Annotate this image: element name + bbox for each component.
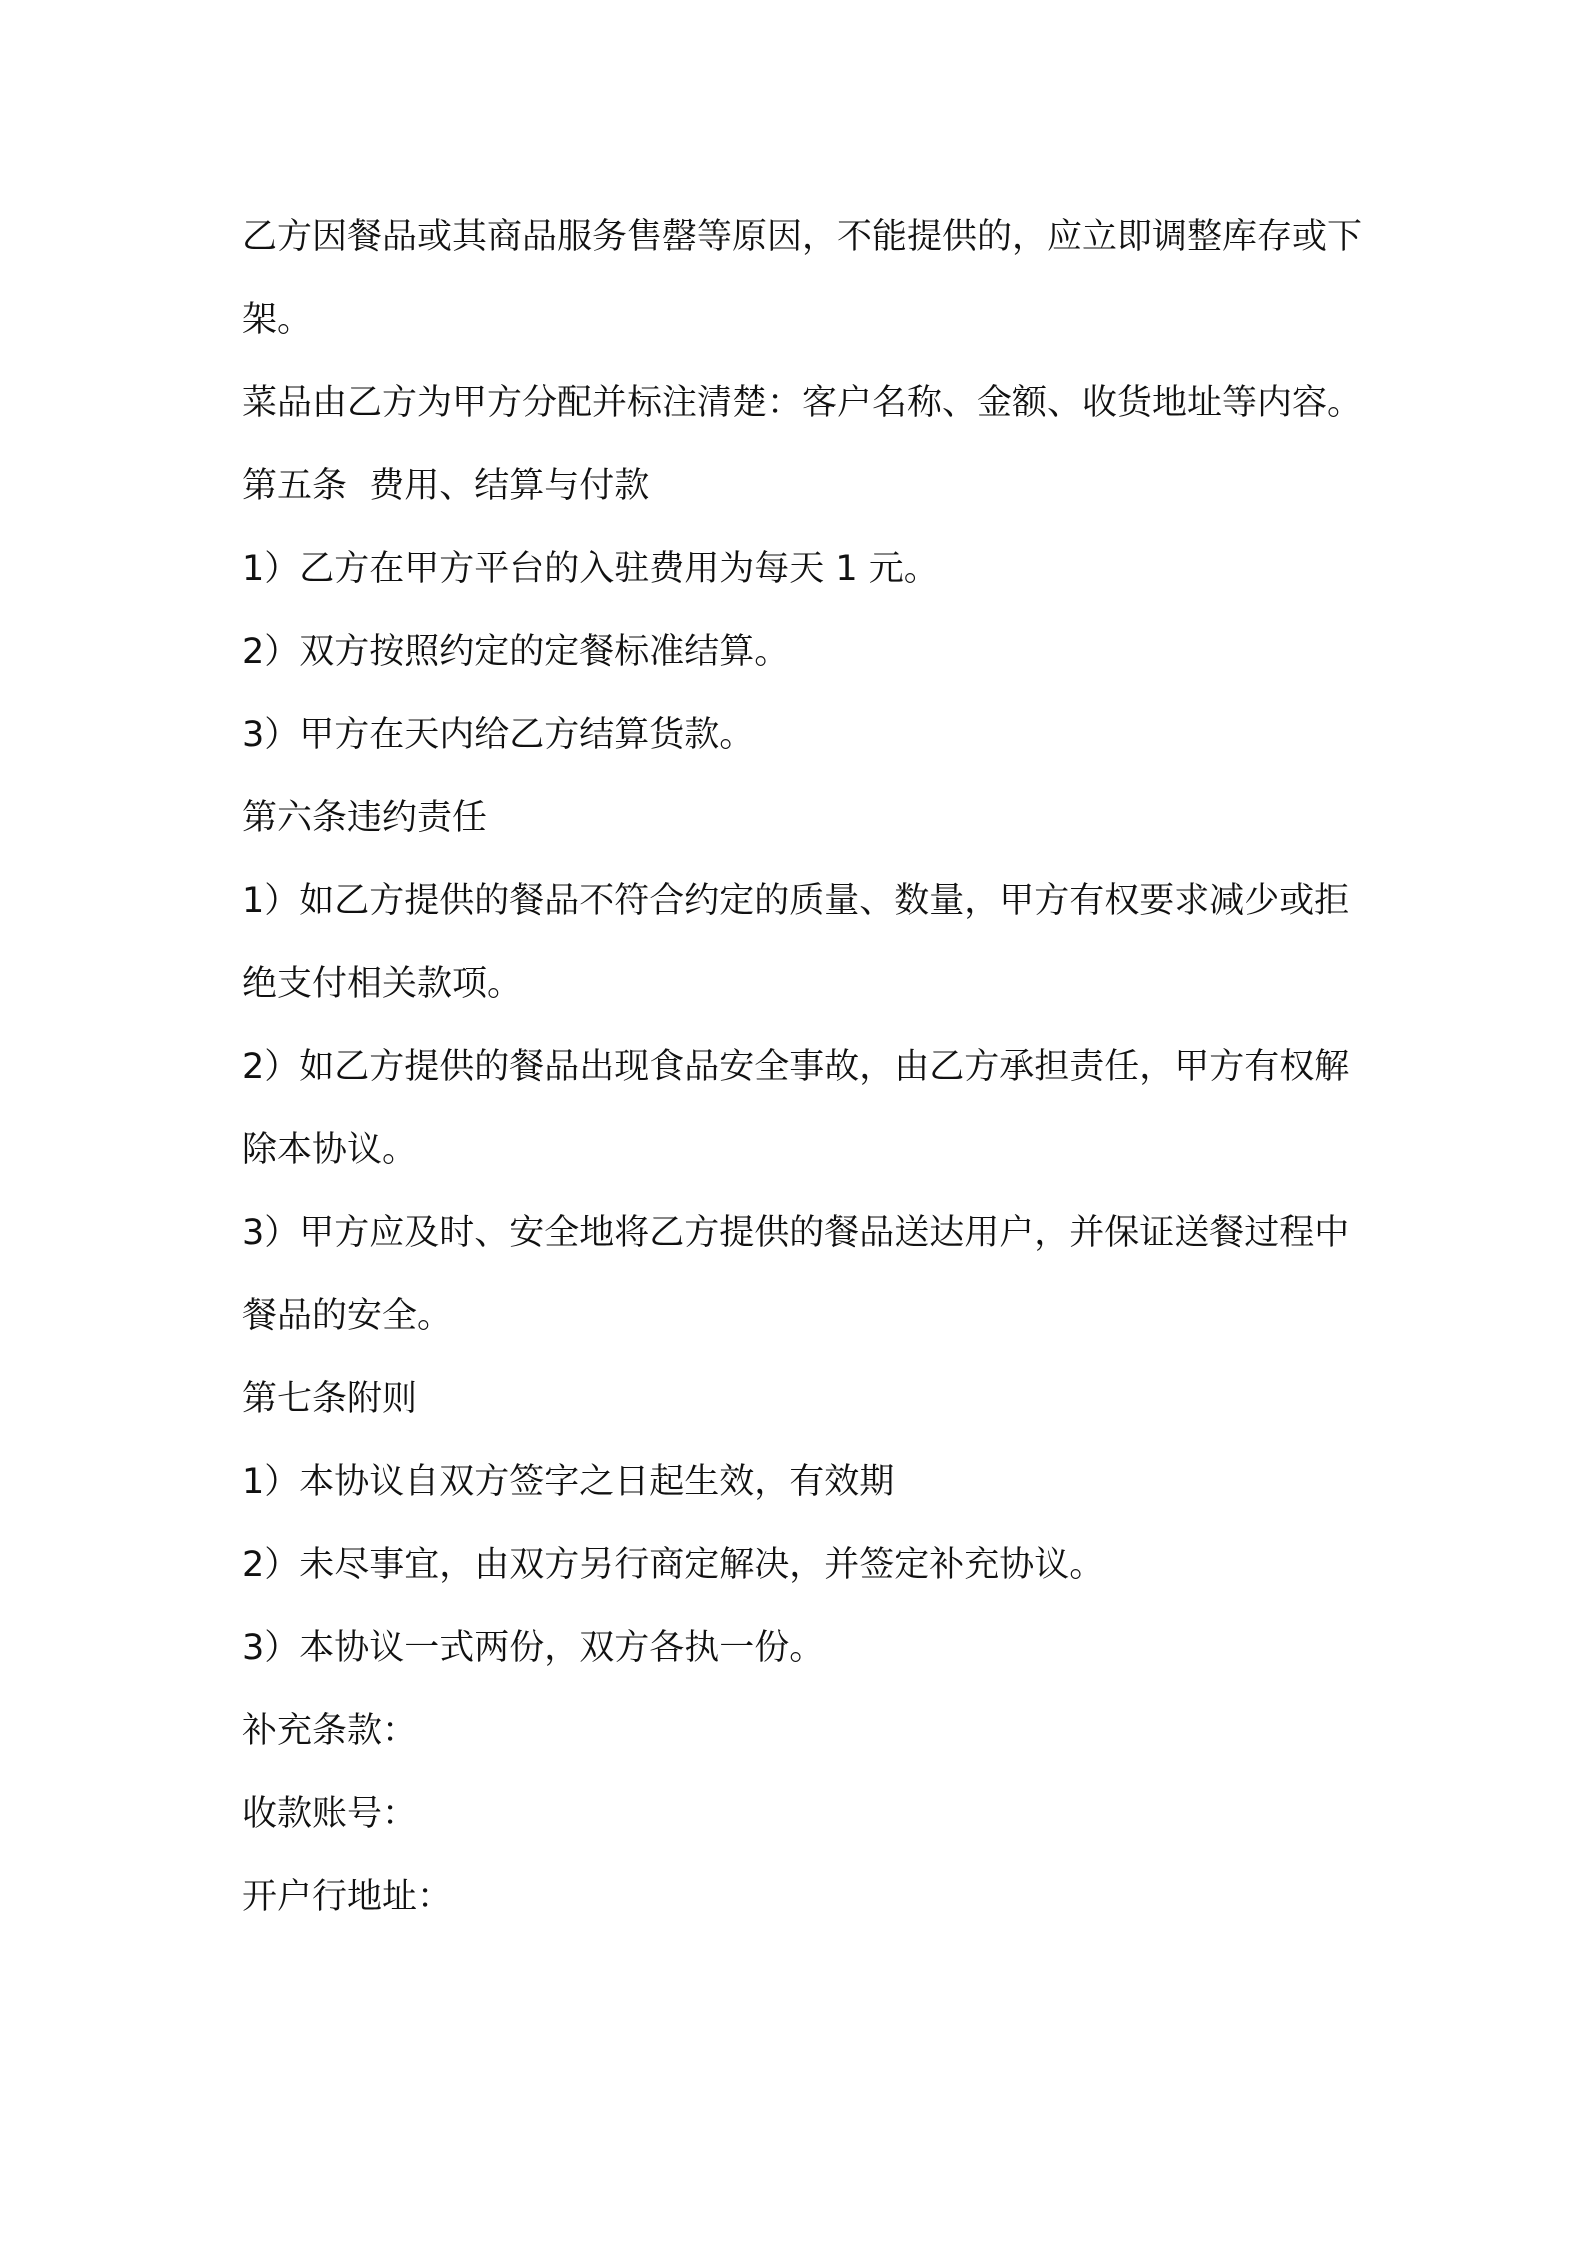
section-heading-7: 第七条附则 <box>242 1379 418 1419</box>
payment-account-label: 收款账号： <box>242 1794 418 1834</box>
clause-5-1: 1）乙方在甲方平台的入驻费用为每天 1 元。 <box>242 549 939 589</box>
clause-5-2: 2）双方按照约定的定餐标准结算。 <box>242 632 790 672</box>
bank-address-label: 开户行地址： <box>242 1877 453 1917</box>
paragraph-stock-adjustment: 乙方因餐品或其商品服务售罄等原因，不能提供的，应立即调整库存或下架。 <box>242 217 1363 340</box>
clause-5-3: 3）甲方在天内给乙方结算货款。 <box>242 715 755 755</box>
section-heading-6: 第六条违约责任 <box>242 798 488 838</box>
clause-6-3: 3）甲方应及时、安全地将乙方提供的餐品送达用户，并保证送餐过程中餐品的安全。 <box>242 1213 1350 1336</box>
clause-7-2: 2）未尽事宜，由双方另行商定解决，并签定补充协议。 <box>242 1545 1105 1585</box>
clause-6-1: 1）如乙方提供的餐品不符合约定的质量、数量，甲方有权要求减少或拒绝支付相关款项。 <box>242 881 1350 1004</box>
section-heading-5: 第五条 费用、结算与付款 <box>242 466 650 506</box>
clause-7-3: 3）本协议一式两份，双方各执一份。 <box>242 1628 825 1668</box>
paragraph-dish-labeling: 菜品由乙方为甲方分配并标注清楚：客户名称、金额、收货地址等内容。 <box>242 383 1363 423</box>
document-body <box>242 196 1362 1939</box>
clause-6-2: 2）如乙方提供的餐品出现食品安全事故，由乙方承担责任，甲方有权解除本协议。 <box>242 1047 1350 1170</box>
supplementary-terms-label: 补充条款： <box>242 1711 418 1751</box>
clause-7-1: 1）本协议自双方签字之日起生效，有效期 <box>242 1462 895 1502</box>
